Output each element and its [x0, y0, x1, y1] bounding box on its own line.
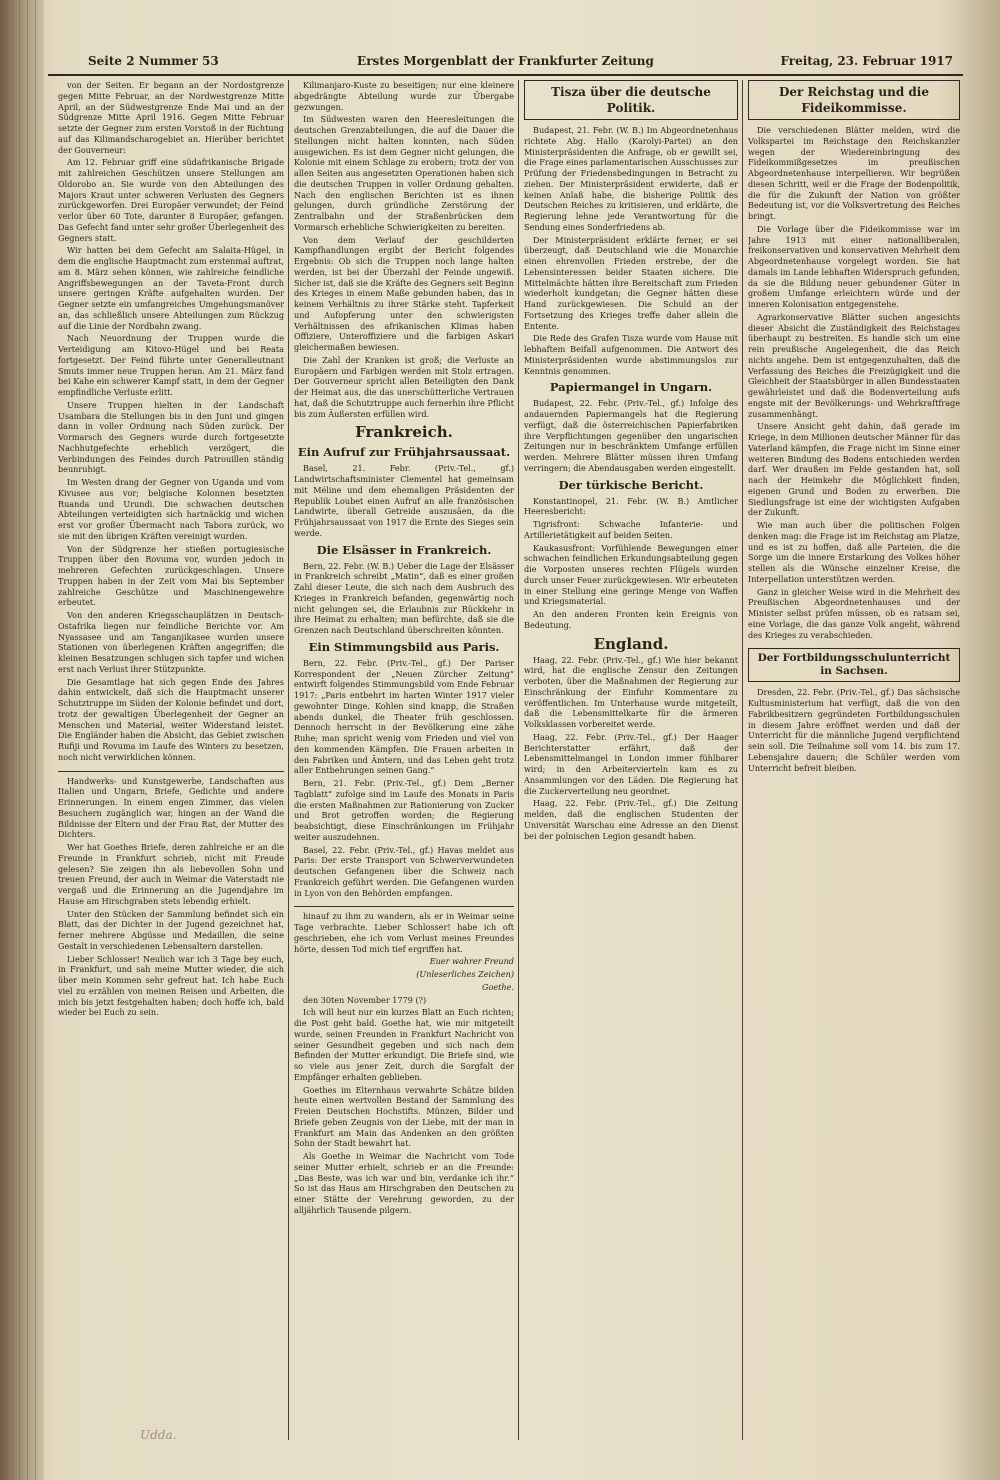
article-paragraph: Konstantinopel, 21. Febr. (W. B.) Amtlicher Heeresbericht: — [524, 495, 738, 517]
article-paragraph: Budapest, 21. Febr. (W. B.) Im Abgeordnetenhaus richtete Abg. Hallo (Karolyi-Partei) an den Ministerpräsidenten die Anfrage, ob er gewillt sei, die Frage eines parlamentarischen Ausschusses zur Prüfung der Friedensbedingungen in Betracht zu ziehen. Der Ministerpräsident erwiderte, daß er keinen Anlaß habe, die bisherige Politik des Deutschen Reiches zu kritisieren, und erklärte, die Regierung lehne jede Verantwortung für die Sendung eines Sonderfriedens ab. — [524, 125, 738, 232]
article-paragraph: Kaukasusfront: Vorfühlende Bewegungen einer schwachen feindlichen Erkundungsabteilung gegen die Vorposten unseres rechten Flügels wurden durch unser Feuer zurückgewiesen. Wir erbeuteten in einer Stellung eine geringe Menge von Waffen und Kriegsmaterial. — [524, 542, 738, 607]
feuilleton-paragraph: Lieber Schlosser! Neulich war ich 3 Tage bey euch, in Frankfurt, und sah meine Mutter wieder, die sich über mein Kommen sehr gefreut hat. Ich habe Euch viel zu erzählen von meinen Reisen und Arbeiten, die mich bis jetzt festgehalten haben; doch hoffe ich, bald wieder bei Euch zu sein. — [58, 953, 284, 1018]
article-paragraph: Haag, 22. Febr. (Priv.-Tel., gf.) Wie hier bekannt wird, hat die englische Zensur den Zeitungen verboten, über die Maßnahmen der Regierung zur Einschränkung der Einfuhr Kommentare zu veröffentlichen. Im Unterhause wurde mitgeteilt, daß die Lebensmittelkarte für die ärmeren Volksklassen vorbereitet werde. — [524, 654, 738, 729]
feuilleton-paragraph: Wer hat Goethes Briefe, deren zahlreiche er an die Freunde in Frankfurt schrieb, nicht mit Freude gelesen? Sie zeigen ihn als liebevollen Sohn und treuen Freund, der auch in Weimar die Vaterstadt nie vergaß und die Erinnerung an die Jugendjahre im Hause am Hirschgraben stets lebendig erhielt. — [58, 842, 284, 906]
article-heading: Ein Aufruf zur Frühjahrsaussaat. — [297, 445, 511, 460]
article-heading: Papiermangel in Ungarn. — [549, 380, 713, 395]
section-heading-england: England. — [593, 634, 669, 653]
feuilleton-paragraph: Goethes im Elternhaus verwahrte Schätze bilden heute einen wertvollen Bestand der Sammlung des Freien Deutschen Hochstifts. Münzen, Bilder und Briefe geben Zeugnis von der Liebe, mit der man in Frankfurt am Main das Andenken an den größten Sohn der Stadt bewahrt hat. — [294, 1084, 514, 1149]
article-paragraph: Von dem Verlauf der geschilderten Kampfhandlungen ergibt der Bericht folgendes Ergebnis: Ob sich die Truppen noch lange halten werden, ist bei der Überzahl der Feinde ungewiß. Sicher ist, daß sie die Kräfte des Gegners seit Beginn des Krieges in einem Maße gebunden haben, das in keinem Verhältnis zu ihrer Stärke steht. Tapferkeit und Aufopferung unter den schwierigsten Verhältnissen des afrikanischen Klimas haben Offiziere, Unteroffiziere und die farbigen Askari gleichermaßen bewiesen. — [294, 234, 514, 352]
goethe-signature: Goethe. — [482, 981, 514, 992]
article-paragraph: Dresden, 22. Febr. (Priv.-Tel., gf.) Das sächsische Kultusministerium hat verfügt, daß die von den Fabrikbesitzern gegründeten Fortbildungsschulen in diesem Jahre eröffnet werden und daß der Unterricht für die männliche Jugend verpflichtend sein soll. Die Teilnahme soll vom 14. bis zum 17. Lebensjahre dauern; die Schüler werden vom Unterricht befreit bleiben. — [748, 687, 960, 773]
article-paragraph: Kilimanjaro-Kuste zu beseitigen; nur eine kleinere abgedrängte Abteilung wurde zur Übergabe gezwungen. — [294, 80, 514, 112]
article-paragraph: Der Ministerpräsident erklärte ferner, er sei überzeugt, daß Deutschland wie die Monarchie einen ehrenvollen Frieden erstrebe, der die Lebensinteressen beider Staaten sichere. Die Mittelmächte hätten ihre Bereitschaft zum Frieden wiederholt kundgetan; die Gegner hätten diese Hand zurückgewiesen. Die Schuld an der Fortsetzung des Krieges treffe daher allein die Entente. — [524, 234, 738, 331]
newspaper-page — [48, 50, 963, 1445]
article-paragraph: Bern, 21. Febr. (Priv.-Tel., gf.) Dem „Berner Tagblatt“ zufolge sind im Laufe des Monats in Paris die ersten Maßnahmen zur Rationierung von Zucker und Brot getroffen worden; die Regierung beabsichtigt, diese Einschränkungen im Frühjahr weiter auszudehnen. — [294, 778, 514, 842]
article-paragraph: Wir hatten bei dem Gefecht am Salaita-Hügel, in dem die englische Hauptmacht zum erstenmal auftrat, am 8. März sehen können, wie zahlreiche feindliche Angriffsbewegungen an der Taveta-Front durch unsere geringen Kräfte aufgehalten wurden. Der Gegner setzte ein umfangreiches Umgehungsmanöver an, das schließlich unsere Abteilungen zum Rückzug auf die Linie der Nordbahn zwang. — [58, 245, 284, 331]
article-paragraph: Basel, 21. Febr. (Priv.-Tel., gf.) Landwirtschaftsminister Clementel hat gemeinsam mit Méline und dem ehemaligen Präsidenten der Republik Loubet einen Aufruf an alle französischen Landwirte, überall Getreide auszusäen, da die Frühjahrsaussaat von 1917 die Ernte des Sieges sein werde. — [294, 463, 514, 538]
article-paragraph: Die verschiedenen Blätter melden, wird die Volkspartei im Reichstage den Reichskanzler wegen der Wiedereinbringung des Fideikommißgesetzes im preußischen Abgeordnetenhause interpellieren. Wir begrüßen diesen Schritt, weil er die Frage der Bodenpolitik, die für die Zukunft der Nation von größter Bedeutung ist, vor die Volksvertretung des Reiches bringt. — [748, 125, 960, 221]
article-heading: Ein Stimmungsbild aus Paris. — [308, 639, 500, 654]
article-paragraph: Budapest, 22. Febr. (Priv.-Tel., gf.) Infolge des andauernden Papiermangels hat die Regierung verfügt, daß die österreichischen Papierfabriken ihre Verpflichtungen gegenüber den ungarischen Zeitungen nur in beschränktem Umfange erfüllen werden. Mehrere Blätter müssen ihren Umfang verringern; die Abendausgaben werden eingestellt. — [524, 398, 738, 473]
column-1 — [58, 80, 284, 1440]
article-paragraph: An den anderen Fronten kein Ereignis von Bedeutung. — [524, 609, 738, 630]
article-paragraph: Unsere Truppen hielten in der Landschaft Usambara die Stellungen bis in den Juni und gingen dann in voller Ordnung nach Süden zurück. Der Vormarsch des Gegners wurde durch fortgesetzte Nachhutgefechte erheblich verzögert, die Verbindungen des Feindes durch Patrouillen ständig beunruhigt. — [58, 399, 284, 475]
letter-closing: Euer wahrer Freund — [429, 956, 514, 967]
article-paragraph: Nach Neuordnung der Truppen wurde die Verteidigung am Kitovo-Hügel und bei Reata fortgesetzt. Der Feind führte unter Generalleutnant Smuts immer neue Truppen heran. Am 21. März fand bei Kahe ein schwerer Kampf statt, in dem der Gegner empfindliche Verluste erlitt. — [58, 333, 284, 397]
page-header — [48, 50, 963, 76]
article-paragraph: Am 12. Februar griff eine südafrikanische Brigade mit zahlreichen Geschützen unsere Stellungen am Oldorobo an. Sie wurde von den Abteilungen des Majors Kraut unter schweren Verlusten des Gegners zurückgeworfen. Drei Europäer verwundet; der Feind verlor über 60 Tote, darunter 8 Europäer, gefangen. Das Gefecht fand unter sehr großer Überlegenheit des Gegners statt. — [58, 157, 284, 243]
column-rule — [288, 80, 289, 1440]
letter-date: den 30ten November 1779 (?) — [303, 994, 427, 1005]
article-paragraph: Tigrisfront: Schwache Infanterie- und Artillerietätigkeit auf beiden Seiten. — [524, 519, 738, 540]
article-paragraph: Basel, 22. Febr. (Priv.-Tel., gf.) Havas meldet aus Paris: Der erste Transport von Schwerverwundeten deutschen Gefangenen über die Schweiz nach Frankreich geführt werden. Die Gefangenen wurden in Lyon von den Behörden empfangen. — [294, 844, 514, 898]
article-paragraph: Haag, 22. Febr. (Priv.-Tel., gf.) Der Haager Berichterstatter erfährt, daß der Lebensmittelmangel in London immer fühlbarer wird; in den Arbeitervierteln kam es zu Ansammlungen vor den Läden. Die Regierung hat die Zuckerverteilung neu geordnet. — [524, 731, 738, 796]
feuilleton-paragraph: Ich will heut nur ein kurzes Blatt an Euch richten; die Post geht bald. Goethe hat, wie mir mitgeteilt wurde, seinen Freunden in Frankfurt Nachricht von seiner Gesundheit gegeben und sich nach dem Befinden der Mutter erkundigt. Die Briefe sind, wie so viele aus jener Zeit, durch die Sorgfalt der Empfänger erhalten geblieben. — [294, 1007, 514, 1082]
newspaper-title: Erstes Morgenblatt der Frankfurter Zeitung — [357, 54, 654, 68]
article-paragraph: Im Südwesten waren den Heeresleitungen die deutschen Grenzabteilungen, die auf die Dauer die Stellungen nicht halten konnten, nach Süden ausgewichen. Es ist dem Gegner nicht gelungen, die Kolonie mit einem Schlage zu erobern; trotz der von allen Seiten aus angesetzten Operationen haben sich die deutschen Truppen in voller Ordnung gehalten. Nach den englischen Berichten ist es ihnen gelungen, durch gründliche Zerstörung der Zentralbahn und der Straßenbrücken dem Vormarsch erhebliche Schwierigkeiten zu bereiten. — [294, 114, 514, 232]
issue-date: Freitag, 23. Februar 1917 — [780, 54, 953, 68]
section-divider — [294, 906, 514, 907]
article-paragraph: Die Vorlage über die Fideikommisse war im Jahre 1913 mit einer nationalliberalen, freikonservativen und konservativen Mehrheit dem Abgeordnetenhause vorgelegt worden. Sie hat damals im Lande lebhaften Widerspruch gefunden, da sie die Bildung neuer gebundener Güter in großem Umfange erleichtern würde und der inneren Kolonisation entgegenstehe. — [748, 223, 960, 309]
article-heading-reichstag: Der Reichstag und die Fideikommisse. — [748, 80, 960, 120]
article-paragraph: Von der Südgrenze her stießen portugiesische Truppen über den Rovuma vor, wurden jedoch in mehreren Gefechten zurückgeschlagen. Unsere Truppen haben in der Zeit vom Mai bis September zahlreiche Geschütze und Maschinengewehre erbeutet. — [58, 543, 284, 608]
article-heading: Der türkische Bericht. — [558, 477, 704, 492]
section-heading-frankreich: Frankreich. — [355, 423, 453, 442]
feuilleton-paragraph: Unter den Stücken der Sammlung befindet sich ein Blatt, das der Dichter in der Jugend gezeichnet hat, ferner mehrere Abgüsse und Medaillen, die seine Gestalt in verschiedenen Lebensaltern darstellen. — [58, 908, 284, 951]
article-heading-fortbildung: Der Fortbildungsschulunterricht in Sachsen. — [748, 648, 960, 682]
column-3 — [524, 80, 738, 1440]
column-rule — [518, 80, 519, 1440]
article-paragraph: von der Seiten. Er begann an der Nordostgrenze gegen Mitte Februar, an der Nordwestgrenze Mitte April, an der Südwestgrenze Ende Mai und an der Südgrenze Mitte April 1916. Gegen Mitte Februar setzte der Gegner zum ersten Vorstoß in der Richtung auf das Kilimandscharogebiet an. Hierüber berichtet der Gouverneur: — [58, 80, 284, 155]
article-paragraph: Von den anderen Kriegsschauplätzen in Deutsch-Ostafrika liegen nur feindliche Berichte vor. Am Nyassasee und am Tanganjikasee wurden unsere Stationen von überlegenen Kräften angegriffen; die kleinen Besatzungen schlugen sich tapfer und wichen erst nach Verlust ihrer Stützpunkte. — [58, 610, 284, 674]
letter-signature-note: (Unleserliches Zeichen) — [416, 969, 514, 979]
column-rule — [742, 80, 743, 1440]
article-paragraph: Agrarkonservative Blätter suchen angesichts dieser Absicht die Zuständigkeit des Reichstages überhaupt zu bestreiten. Es handle sich um eine rein preußische Angelegenheit, die das Reich nichts angehe. Dem ist entgegenzuhalten, daß die Verfassung des Reiches die Freizügigkeit und die Gleichheit der Staatsbürger in allen Bundesstaaten gewährleistet und daß die Bodenverteilung aufs engste mit der Bevölkerungs- und Wehrkraftfrage zusammenhängt. — [748, 311, 960, 419]
section-divider — [58, 771, 284, 772]
article-paragraph: Im Westen drang der Gegner von Uganda und vom Kivusee aus vor; belgische Kolonnen besetzten Ruanda und Urundi. Die schwachen deutschen Abteilungen verteidigten sich hartnäckig und wichen erst vor großer Übermacht nach Tabora zurück, wo sie mit den übrigen Kräften vereinigt wurden. — [58, 477, 284, 541]
article-paragraph: Die Rede des Grafen Tisza wurde vom Hause mit lebhaftem Beifall aufgenommen. Die Antwort des Ministerpräsidenten wurde abstimmungslos zur Kenntnis genommen. — [524, 333, 738, 376]
column-4 — [748, 80, 960, 1440]
feuilleton-paragraph: hinauf zu ihm zu wandern, als er in Weimar seine Tage verbrachte. Lieber Schlosser! habe ich oft geschrieben, ehe ich vom Verlust meines Freundes hörte, dessen Tod mich tief ergriffen hat. — [294, 911, 514, 954]
article-paragraph: Haag, 22. Febr. (Priv.-Tel., gf.) Die Zeitung melden, daß die englischen Studenten der Universität Warschau eine Adresse an den Dienst bei der polnischen Legion gesandt haben. — [524, 798, 738, 841]
book-spine — [0, 0, 44, 1480]
article-paragraph: Die Gesamtlage hat sich gegen Ende des Jahres dahin entwickelt, daß sich die Hauptmacht unserer Schutztruppe im Süden der Kolonie befindet und dort, trotz der gewaltigen Überlegenheit der Gegner an Menschen und Material, weiter Widerstand leistet. Die Engländer haben die Absicht, das Gebiet zwischen Rufiji und Rovuma im Laufe des Winters zu besetzen, noch nicht verwirklichen können. — [58, 676, 284, 762]
article-heading-tisza: Tisza über die deutsche Politik. — [524, 80, 738, 120]
feuilleton-paragraph: Als Goethe in Weimar die Nachricht vom Tode seiner Mutter erhielt, schrieb er an die Freunde: „Das Beste, was ich war und bin, verdanke ich ihr.“ So ist das Haus am Hirschgraben den Deutschen zu einer Stätte der Verehrung geworden, zu der alljährlich Tausende pilgern. — [294, 1151, 514, 1215]
article-paragraph: Ganz in gleicher Weise wird in die Mehrheit des Preußischen Abgeordnetenhauses und der Minister selbst prüfen müssen, ob es ratsam sei, eine Vorlage, die das ganze Volk angeht, während des Krieges zu verabschieden. — [748, 586, 960, 640]
article-paragraph: Die Zahl der Kranken ist groß; die Verluste an Europäern und Farbigen werden mit Stolz ertragen. Der Gouverneur spricht allen Beteiligten den Dank der Heimat aus, die das unerschütterliche Vertrauen hat, daß die Schutztruppe auch fernerhin ihre Pflicht bis zum Äußersten erfüllen wird. — [294, 354, 514, 419]
pencil-annotation: Udda. — [140, 1428, 177, 1442]
article-paragraph: Bern, 22. Febr. (W. B.) Ueber die Lage der Elsässer in Frankreich schreibt „Matin“, daß es einer großen Zahl dieser Leute, die sich nach dem Ausbruch des Krieges in Frankreich befanden, gegenwärtig noch nicht gelungen sei, die Erlaubnis zur Rückkehr in ihre Heimat zu erhalten; man befürchte, daß sie die Grenzen nach Deutschland überschreiten könnten. — [294, 560, 514, 635]
column-2 — [294, 80, 514, 1440]
article-paragraph: Unsere Ansicht geht dahin, daß gerade im Kriege, in dem Millionen deutscher Männer für das Vaterland kämpfen, die Frage nicht im Sinne einer weiteren Bindung des Bodens entschieden werden darf. Wer draußen im Felde gestanden hat, soll nach der Heimkehr die Möglichkeit finden, eigenen Grund und Boden zu erwerben. Die Siedlungsfrage ist eine der wichtigsten Aufgaben der Zukunft. — [748, 421, 960, 518]
feuilleton-paragraph: Handwerks- und Kunstgewerbe, Landschaften aus Italien und Ungarn, Briefe, Gedichte und andere Erinnerungen. In einem engen Zimmer, das vielen Besuchern zugänglich war, hingen an der Wand die Bildnisse der Eltern und der Frau Rat, der Mutter des Dichters. — [58, 775, 284, 840]
article-heading: Die Elsässer in Frankreich. — [316, 542, 492, 557]
page-number: Seite 2 Nummer 53 — [88, 54, 219, 68]
article-paragraph: Wie man auch über die politischen Folgen denken mag: die Frage ist im Reichstag am Platze, und es ist zu hoffen, daß alle Parteien, die die Sorge um die innere Erstarkung des Volkes höher stellen als die Wünsche einzelner Kreise, die Interpellation unterstützen werden. — [748, 520, 960, 584]
article-paragraph: Bern, 22. Febr. (Priv.-Tel., gf.) Der Pariser Korrespondent der „Neuen Zürcher Zeitung“ entwirft folgendes Stimmungsbild vom Ende Februar 1917: „Paris entbehrt im harten Winter 1917 vieler gewohnter Dinge. Kohlen sind knapp, die Straßen abends dunkel, die Theater früh geschlossen. Dennoch herrscht in der Bevölkerung eine zähe Ruhe; man spricht wenig vom Frieden und viel von den kommenden Kämpfen. Die Frauen arbeiten in den Fabriken und Ämtern, und das Leben geht trotz aller Entbehrungen seinen Gang.“ — [294, 657, 514, 776]
